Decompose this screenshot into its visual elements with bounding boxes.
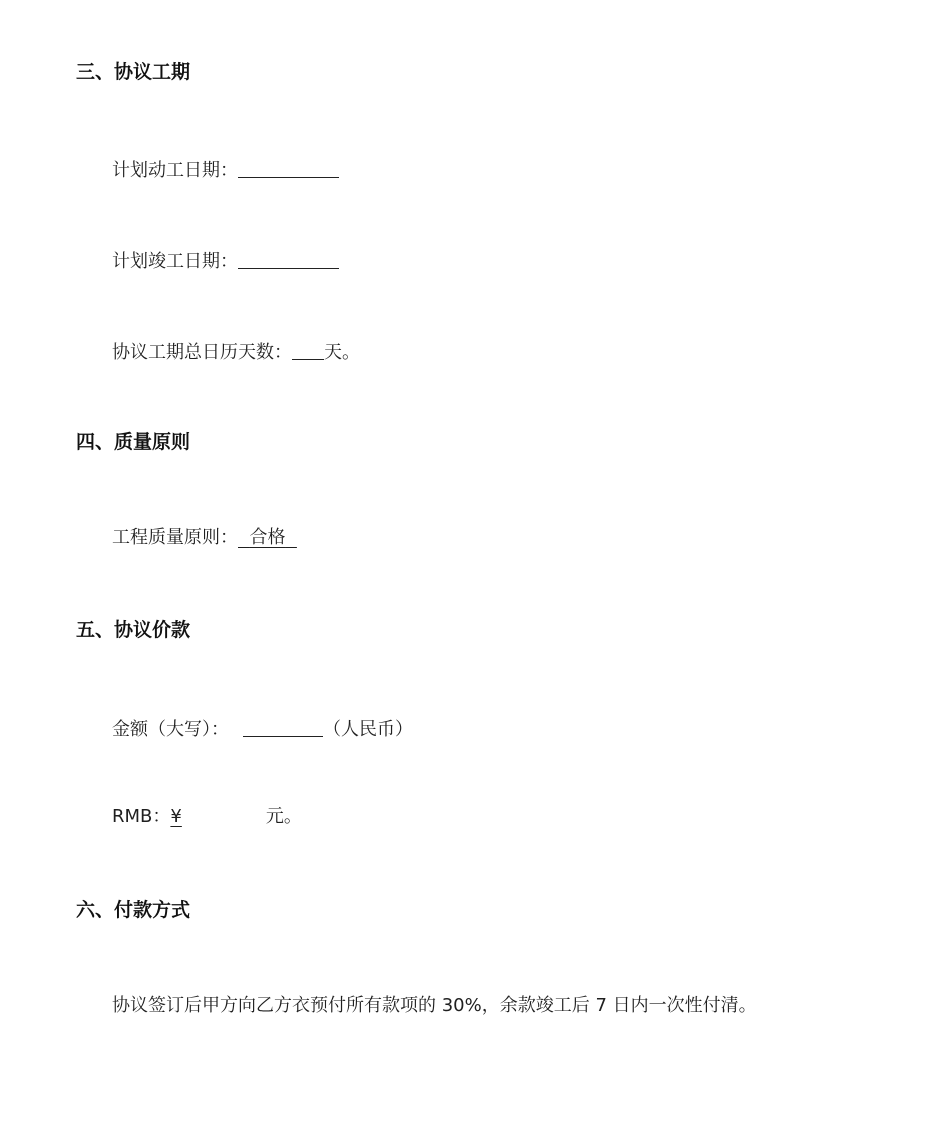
planned-start-date-row xyxy=(112,157,339,182)
total-days-label: 协议工期总日历天数： xyxy=(112,342,292,363)
total-days-suffix: 天。 xyxy=(324,342,360,363)
amount-rmb-row xyxy=(112,806,302,828)
planned-start-date-label: 计划动工日期： xyxy=(112,160,238,181)
planned-start-date-blank xyxy=(238,159,339,178)
amount-uppercase-blank xyxy=(243,718,323,737)
section-heading-quality: 四、质量原则 xyxy=(76,431,191,453)
quality-standard-row xyxy=(112,527,297,549)
total-days-blank xyxy=(292,341,324,360)
quality-standard-label: 工程质量原则： xyxy=(112,527,238,548)
total-days-row xyxy=(112,339,360,364)
yen-symbol: ¥ xyxy=(170,806,182,827)
planned-completion-date-label: 计划竣工日期： xyxy=(112,251,238,272)
planned-completion-date-blank xyxy=(238,250,339,269)
section-heading-payment: 六、付款方式 xyxy=(76,899,191,921)
payment-terms-text: 协议签订后甲方向乙方衣预付所有款项的 30%，余款竣工后 7 日内一次性付清。 xyxy=(112,995,757,1016)
section-heading-price: 五、协议价款 xyxy=(76,619,191,641)
amount-uppercase-row xyxy=(112,716,413,741)
amount-rmb-value xyxy=(170,806,265,827)
amount-currency-note: （人民币） xyxy=(323,719,413,740)
amount-rmb-suffix: 元。 xyxy=(265,806,302,827)
quality-standard-value: 合格 xyxy=(249,527,286,548)
planned-completion-date-row xyxy=(112,248,339,273)
amount-rmb-label: RMB： xyxy=(112,806,171,827)
amount-uppercase-label: 金额（大写）： xyxy=(112,719,229,740)
section-heading-schedule: 三、协议工期 xyxy=(76,61,191,83)
